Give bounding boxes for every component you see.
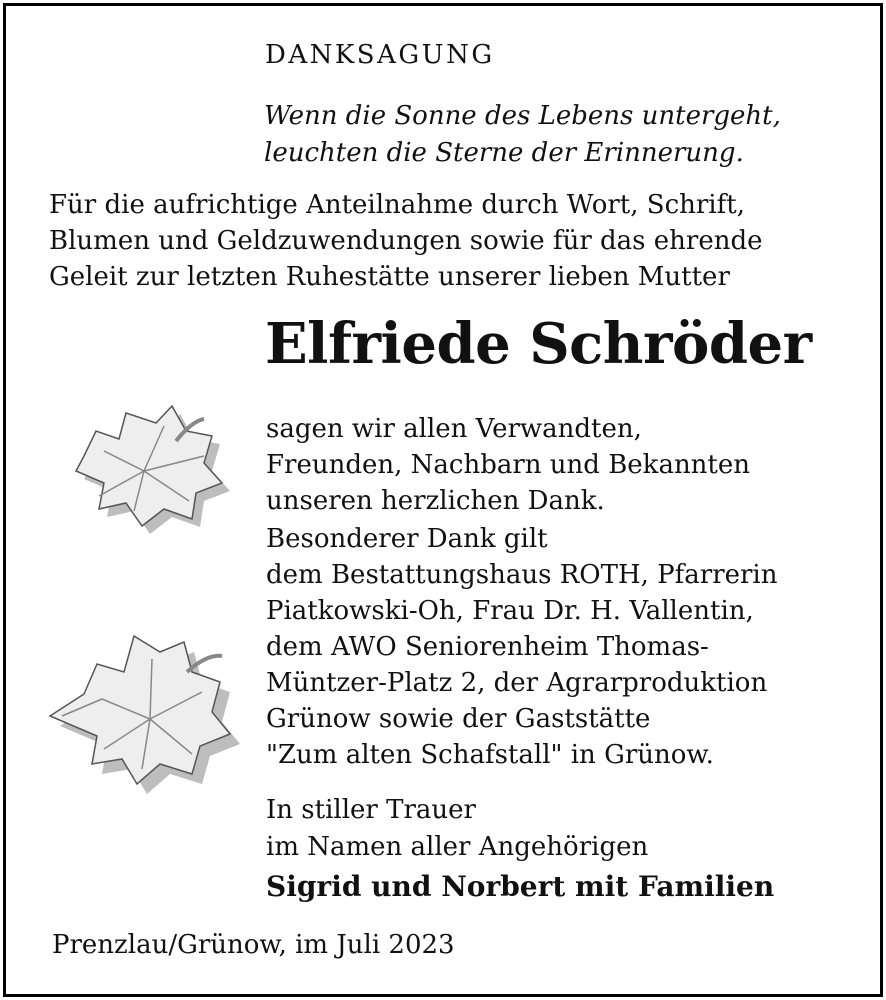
motto-quote <box>264 98 781 172</box>
intro-line: Blumen und Geldzuwendungen sowie für das ehrende <box>49 226 763 256</box>
deceased-name: Elfriede Schröder <box>265 311 812 377</box>
special-thanks-line: dem Bestattungshaus ROTH, Pfarrerin <box>266 560 778 590</box>
thanks-text <box>266 411 750 519</box>
obituary-notice <box>3 3 883 997</box>
mourning-text <box>266 792 648 866</box>
motto-line: leuchten die Sterne der Erinnerung. <box>264 138 744 168</box>
mourning-line: im Namen aller Angehörigen <box>266 832 649 862</box>
mourning-line: In stiller Trauer <box>266 795 476 825</box>
special-thanks-line: Piatkowski-Oh, Frau Dr. H. Vallentin, <box>266 596 754 626</box>
grape-leaf-icon <box>42 624 242 794</box>
thanks-line: sagen wir allen Verwandten, <box>266 414 642 444</box>
thanks-line: unseren herzlichen Dank. <box>266 486 605 516</box>
intro-line: Für die aufrichtige Anteilnahme durch Wort, Schrift, <box>49 190 745 220</box>
motto-line: Wenn die Sonne des Lebens untergeht, <box>264 101 781 131</box>
intro-text <box>49 187 763 295</box>
grape-leaf-icon <box>64 401 234 536</box>
special-thanks-line: Müntzer-Platz 2, der Agrarproduktion <box>266 668 768 698</box>
special-thanks-line: Grünow sowie der Gaststätte <box>266 704 651 734</box>
special-thanks-text <box>266 521 778 773</box>
family-signature: Sigrid und Norbert mit Familien <box>266 870 775 903</box>
thanks-line: Freunden, Nachbarn und Bekannten <box>266 450 751 480</box>
special-thanks-line: dem AWO Seniorenheim Thomas- <box>266 632 709 662</box>
special-thanks-line: "Zum alten Schafstall" in Grünow. <box>266 740 714 770</box>
place-date: Prenzlau/Grünow, im Juli 2023 <box>52 930 455 960</box>
intro-line: Geleit zur letzten Ruhestätte unserer lieben Mutter <box>49 262 730 292</box>
notice-heading: DANKSAGUNG <box>265 40 495 70</box>
special-thanks-line: Besonderer Dank gilt <box>266 524 548 554</box>
